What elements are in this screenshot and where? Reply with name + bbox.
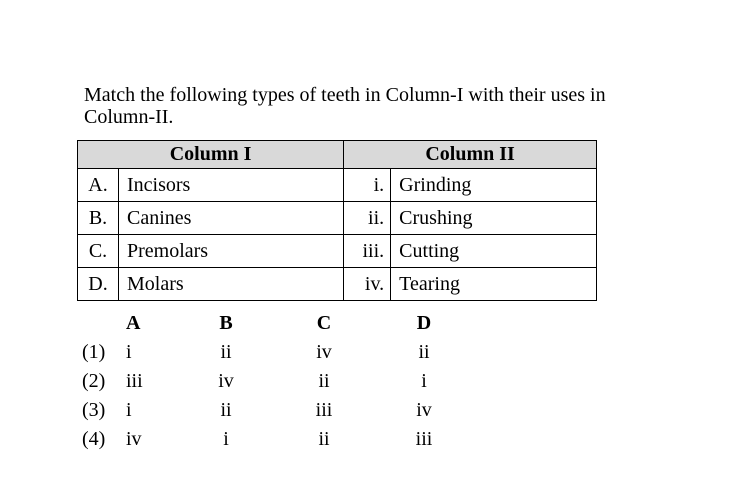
option-c-value: ii (318, 428, 330, 450)
option-d-value: iv (416, 399, 432, 421)
row-label-right: iv. (344, 268, 391, 301)
row-label-left: D. (78, 268, 119, 301)
option-a-value: iii (126, 370, 143, 392)
option-number: (1) (82, 341, 106, 363)
row-text-right: Grinding (391, 169, 597, 202)
row-label-right: ii. (344, 202, 391, 235)
table-row (78, 235, 597, 268)
option-b-value: ii (220, 399, 232, 421)
option-header-b: B (219, 312, 233, 334)
option-number: (2) (82, 370, 106, 392)
column-1-header: Column I (78, 141, 344, 169)
match-table (77, 140, 597, 301)
option-c-value: iv (316, 341, 332, 363)
option-a-value: i (126, 341, 132, 363)
row-label-left: A. (78, 169, 119, 202)
table-row (78, 268, 597, 301)
row-text-left: Canines (119, 202, 344, 235)
row-label-left: C. (78, 235, 119, 268)
option-b-value: iv (218, 370, 234, 392)
option-d-value: iii (415, 428, 433, 450)
question-text: Match the following types of teeth in Column-I with their uses in Column-II. (84, 84, 606, 128)
option-d-value: i (421, 370, 427, 392)
row-text-right: Tearing (391, 268, 597, 301)
option-header-c: C (316, 312, 332, 334)
option-a-value: i (126, 399, 132, 421)
column-2-header: Column II (344, 141, 597, 169)
table-header-row (78, 141, 597, 169)
option-b-value: ii (220, 341, 232, 363)
row-text-right: Cutting (391, 235, 597, 268)
row-text-left: Molars (119, 268, 344, 301)
option-c-value: iii (315, 399, 333, 421)
option-b-value: i (223, 428, 229, 450)
row-text-left: Premolars (119, 235, 344, 268)
option-header-d: D (416, 312, 432, 334)
option-number: (3) (82, 399, 106, 421)
row-label-right: iii. (344, 235, 391, 268)
row-label-left: B. (78, 202, 119, 235)
table-row (78, 169, 597, 202)
table-row (78, 202, 597, 235)
row-text-left: Incisors (119, 169, 344, 202)
row-text-right: Crushing (391, 202, 597, 235)
row-label-right: i. (344, 169, 391, 202)
option-a-value: iv (126, 428, 142, 450)
option-c-value: ii (318, 370, 330, 392)
option-number: (4) (82, 428, 106, 450)
option-d-value: ii (418, 341, 430, 363)
option-header-a: A (126, 312, 141, 334)
